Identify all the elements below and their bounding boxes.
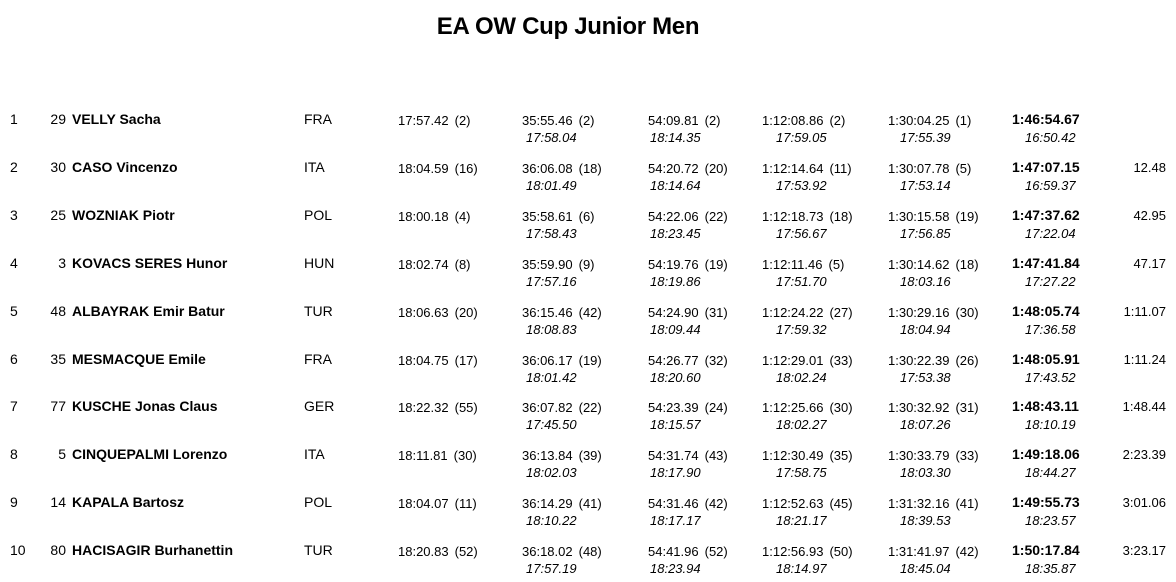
split-position: (2) <box>454 113 471 128</box>
split-position: (16) <box>454 160 478 176</box>
lap-time: 18:19.86 <box>650 273 701 289</box>
athlete-name: WOZNIAK Piotr <box>72 206 175 223</box>
rank-cell: 1 <box>10 111 18 127</box>
split-position: (22) <box>704 208 728 224</box>
athlete-name: CASO Vincenzo <box>72 158 178 175</box>
split-time-4 <box>762 209 853 224</box>
split-position: (1) <box>955 113 972 128</box>
split-position: (22) <box>578 400 602 416</box>
split-time-2 <box>522 161 602 176</box>
time-behind: 42.95 <box>1133 207 1166 223</box>
finish-time: 1:47:41.84 <box>1012 254 1080 271</box>
lap-time: 18:02.03 <box>526 465 577 481</box>
athlete-name: KAPALA Bartosz <box>72 494 185 511</box>
lap-time: 18:15.57 <box>650 417 701 433</box>
split-time-value: 18:04.75 <box>398 352 449 368</box>
split-time-value: 54:22.06 <box>648 208 699 224</box>
rank-cell: 2 <box>10 158 18 175</box>
split-position: (18) <box>829 208 853 224</box>
lap-time: 18:39.53 <box>900 513 951 529</box>
nation-cell: ITA <box>304 446 325 463</box>
split-time-value: 1:31:41.97 <box>888 544 950 560</box>
bib-cell: 80 <box>50 542 66 559</box>
athlete-name: CINQUEPALMI Lorenzo <box>72 446 228 463</box>
lap-time: 17:51.70 <box>776 273 827 289</box>
split-time-5 <box>888 496 979 511</box>
split-time-1 <box>398 161 478 176</box>
split-position: (6) <box>578 208 595 224</box>
lap-time: 18:23.45 <box>650 225 701 241</box>
lap-time: 17:53.92 <box>776 177 827 193</box>
lap-time: 18:21.17 <box>776 513 827 529</box>
split-time-value: 1:12:11.46 <box>762 256 823 272</box>
split-position: (9) <box>578 256 595 272</box>
split-time-4 <box>762 113 845 128</box>
final-lap-time: 17:43.52 <box>1025 369 1076 385</box>
final-lap-time: 16:50.42 <box>1025 130 1076 145</box>
lap-time: 18:07.26 <box>900 417 951 433</box>
split-position: (45) <box>829 496 853 512</box>
split-time-value: 1:30:22.39 <box>888 352 950 368</box>
finish-time: 1:46:54.67 <box>1012 111 1080 127</box>
split-time-5 <box>888 257 979 272</box>
rank-cell: 4 <box>10 254 18 271</box>
final-lap-time: 16:59.37 <box>1025 177 1076 193</box>
split-position: (33) <box>955 448 979 464</box>
nation-cell: FRA <box>304 350 332 367</box>
split-time-value: 1:30:33.79 <box>888 448 950 464</box>
finish-time: 1:49:18.06 <box>1012 446 1080 463</box>
finish-time: 1:48:43.11 <box>1012 398 1079 415</box>
final-lap-time: 17:27.22 <box>1025 273 1076 289</box>
lap-time: 17:56.67 <box>776 225 827 241</box>
split-time-2 <box>522 448 602 463</box>
split-time-value: 18:11.81 <box>398 448 448 464</box>
table-row <box>0 446 1176 486</box>
split-position: (42) <box>704 496 728 512</box>
split-time-value: 1:12:25.66 <box>762 400 824 416</box>
split-position: (2) <box>704 113 721 128</box>
split-time-4 <box>762 257 844 272</box>
split-time-value: 54:31.74 <box>648 448 699 464</box>
split-position: (5) <box>828 256 845 272</box>
split-time-value: 1:30:04.25 <box>888 113 950 128</box>
split-position: (30) <box>955 304 979 320</box>
lap-time: 18:09.44 <box>650 321 701 337</box>
split-position: (26) <box>955 352 979 368</box>
time-behind: 1:11.24 <box>1123 351 1166 367</box>
final-lap-time: 18:23.57 <box>1025 513 1076 529</box>
nation-cell: GER <box>304 398 335 415</box>
finish-time: 1:48:05.74 <box>1012 302 1080 319</box>
lap-time: 17:56.85 <box>900 225 951 241</box>
split-time-1 <box>398 496 477 511</box>
split-time-5 <box>888 400 979 415</box>
lap-time: 17:59.32 <box>776 321 827 337</box>
split-time-value: 54:24.90 <box>648 304 699 320</box>
split-time-value: 18:20.83 <box>398 544 449 560</box>
page-title: EA OW Cup Junior Men <box>436 13 700 40</box>
time-behind: 47.17 <box>1133 255 1166 271</box>
finish-time: 1:47:07.15 <box>1012 158 1080 175</box>
split-time-5 <box>888 209 979 224</box>
bib-cell: 48 <box>50 302 66 319</box>
split-time-1 <box>398 544 478 559</box>
split-time-3 <box>648 209 728 224</box>
split-position: (41) <box>578 496 602 512</box>
time-behind: 1:48.44 <box>1122 399 1166 415</box>
split-position: (41) <box>955 496 979 512</box>
lap-time: 17:58.04 <box>526 130 577 145</box>
split-position: (35) <box>829 448 853 464</box>
bib-cell: 25 <box>50 206 66 223</box>
split-time-value: 54:19.76 <box>648 256 699 272</box>
lap-time: 18:14.64 <box>650 177 701 193</box>
split-position: (30) <box>453 448 477 464</box>
lap-time: 18:14.97 <box>776 561 827 577</box>
time-behind: 1:11.07 <box>1123 303 1166 319</box>
split-time-5 <box>888 544 979 559</box>
split-time-5 <box>888 161 971 176</box>
lap-time: 18:03.30 <box>900 465 951 481</box>
rank-cell: 7 <box>10 398 18 415</box>
split-time-value: 1:30:15.58 <box>888 208 950 224</box>
split-time-value: 1:12:56.93 <box>762 544 824 560</box>
split-time-value: 54:09.81 <box>648 113 699 128</box>
finish-time: 1:50:17.84 <box>1012 542 1080 559</box>
split-time-4 <box>762 448 853 463</box>
split-position: (32) <box>704 352 728 368</box>
nation-cell: FRA <box>304 111 332 127</box>
split-time-2 <box>522 209 595 224</box>
split-position: (20) <box>454 304 478 320</box>
split-time-1 <box>398 353 478 368</box>
split-time-value: 35:58.61 <box>522 208 573 224</box>
split-time-value: 36:14.29 <box>522 496 573 512</box>
athlete-name: MESMACQUE Emile <box>72 350 206 367</box>
split-position: (52) <box>704 544 728 560</box>
split-time-value: 36:06.17 <box>522 352 573 368</box>
split-time-value: 36:15.46 <box>522 304 573 320</box>
rank-cell: 3 <box>10 206 18 223</box>
split-position: (43) <box>704 448 728 464</box>
table-row <box>0 542 1176 582</box>
rank-cell: 9 <box>10 494 18 511</box>
split-time-1 <box>398 257 471 272</box>
split-position: (17) <box>454 352 478 368</box>
split-time-value: 18:04.59 <box>398 160 449 176</box>
split-time-3 <box>648 496 728 511</box>
split-position: (24) <box>704 400 728 416</box>
lap-time: 18:02.27 <box>776 417 827 433</box>
lap-time: 18:17.90 <box>650 465 701 481</box>
split-time-2 <box>522 257 595 272</box>
split-time-2 <box>522 353 602 368</box>
athlete-name: KUSCHE Jonas Claus <box>72 398 218 415</box>
split-position: (39) <box>578 448 602 464</box>
split-time-value: 1:12:52.63 <box>762 496 824 512</box>
nation-cell: ITA <box>304 158 325 175</box>
bib-cell: 3 <box>58 254 66 271</box>
lap-time: 17:57.19 <box>526 561 577 577</box>
split-time-value: 1:30:07.78 <box>888 160 950 176</box>
split-time-3 <box>648 544 728 559</box>
split-time-3 <box>648 448 728 463</box>
split-position: (8) <box>454 256 471 272</box>
nation-cell: TUR <box>304 302 333 319</box>
split-position: (27) <box>829 304 853 320</box>
split-position: (5) <box>955 160 972 176</box>
split-time-value: 54:26.77 <box>648 352 699 368</box>
split-position: (18) <box>578 160 602 176</box>
athlete-name: ALBAYRAK Emir Batur <box>72 302 225 319</box>
split-position: (18) <box>955 256 979 272</box>
split-time-value: 1:12:24.22 <box>762 304 824 320</box>
lap-time: 18:45.04 <box>900 561 951 577</box>
split-time-value: 18:02.74 <box>398 256 449 272</box>
lap-time: 18:23.94 <box>650 561 701 577</box>
split-time-value: 54:20.72 <box>648 160 699 176</box>
finish-time: 1:48:05.91 <box>1012 350 1080 367</box>
nation-cell: TUR <box>304 542 333 559</box>
split-time-value: 18:00.18 <box>398 208 449 224</box>
time-behind: 3:23.17 <box>1122 543 1166 559</box>
split-time-value: 54:31.46 <box>648 496 699 512</box>
split-time-value: 1:31:32.16 <box>888 496 950 512</box>
split-position: (19) <box>578 352 602 368</box>
lap-time: 18:01.49 <box>526 177 577 193</box>
split-position: (42) <box>578 304 602 320</box>
lap-time: 18:04.94 <box>900 321 951 337</box>
lap-time: 18:03.16 <box>900 273 951 289</box>
lap-time: 17:57.16 <box>526 273 577 289</box>
split-time-1 <box>398 113 471 128</box>
lap-time: 18:08.83 <box>526 321 577 337</box>
lap-time: 18:14.35 <box>650 130 701 145</box>
table-row <box>0 207 1176 247</box>
athlete-name: VELLY Sacha <box>72 111 161 127</box>
finish-time: 1:47:37.62 <box>1012 206 1080 223</box>
lap-time: 17:53.38 <box>900 369 951 385</box>
athlete-name: HACISAGIR Burhanettin <box>72 542 233 559</box>
split-time-4 <box>762 161 852 176</box>
final-lap-time: 18:44.27 <box>1025 465 1076 481</box>
split-time-value: 18:06.63 <box>398 304 449 320</box>
lap-time: 18:17.17 <box>650 513 701 529</box>
bib-cell: 14 <box>50 494 66 511</box>
split-time-3 <box>648 161 728 176</box>
rank-cell: 8 <box>10 446 18 463</box>
lap-time: 18:10.22 <box>526 513 577 529</box>
lap-time: 17:45.50 <box>526 417 577 433</box>
split-position: (20) <box>704 160 728 176</box>
rank-cell: 5 <box>10 302 18 319</box>
split-time-2 <box>522 113 595 128</box>
bib-cell: 5 <box>58 446 66 463</box>
finish-time: 1:49:55.73 <box>1012 494 1080 511</box>
split-time-value: 1:12:30.49 <box>762 448 824 464</box>
split-time-4 <box>762 400 853 415</box>
split-position: (30) <box>829 400 853 416</box>
bib-cell: 77 <box>50 398 66 415</box>
lap-time: 18:20.60 <box>650 369 701 385</box>
split-position: (48) <box>578 544 602 560</box>
split-time-value: 36:13.84 <box>522 448 573 464</box>
split-time-3 <box>648 400 728 415</box>
time-behind: 12.48 <box>1133 159 1166 175</box>
split-time-1 <box>398 400 478 415</box>
split-position: (19) <box>704 256 728 272</box>
split-time-value: 1:12:29.01 <box>762 352 824 368</box>
bib-cell: 29 <box>50 111 66 127</box>
lap-time: 17:59.05 <box>776 130 827 145</box>
table-row <box>0 255 1176 295</box>
rank-cell: 10 <box>10 542 26 559</box>
split-position: (42) <box>955 544 979 560</box>
athlete-name: KOVACS SERES Hunor <box>72 254 228 271</box>
table-row <box>0 494 1176 534</box>
table-row <box>0 351 1176 391</box>
split-time-5 <box>888 305 979 320</box>
split-position: (4) <box>454 208 471 224</box>
split-position: (55) <box>454 400 478 416</box>
split-time-value: 36:06.08 <box>522 160 573 176</box>
time-behind: 3:01.06 <box>1122 495 1166 511</box>
table-row <box>0 303 1176 343</box>
split-time-value: 54:23.39 <box>648 400 699 416</box>
split-position: (11) <box>829 160 852 176</box>
split-time-5 <box>888 113 971 128</box>
table-row <box>0 159 1176 199</box>
time-behind: 2:23.39 <box>1122 447 1166 463</box>
split-time-value: 35:59.90 <box>522 256 573 272</box>
lap-time: 17:55.39 <box>900 130 951 145</box>
split-time-1 <box>398 448 477 463</box>
split-time-4 <box>762 353 853 368</box>
split-time-value: 1:30:14.62 <box>888 256 950 272</box>
split-time-value: 18:04.07 <box>398 496 449 512</box>
lap-time: 17:53.14 <box>900 177 951 193</box>
table-row <box>0 398 1176 438</box>
split-position: (31) <box>955 400 979 416</box>
lap-time: 17:58.43 <box>526 225 577 241</box>
split-time-3 <box>648 257 728 272</box>
split-time-4 <box>762 305 853 320</box>
final-lap-time: 18:35.87 <box>1025 561 1076 577</box>
split-time-3 <box>648 113 721 128</box>
split-position: (11) <box>454 496 477 512</box>
split-time-value: 36:18.02 <box>522 544 573 560</box>
split-position: (33) <box>829 352 853 368</box>
split-position: (31) <box>704 304 728 320</box>
bib-cell: 30 <box>50 158 66 175</box>
rank-cell: 6 <box>10 350 18 367</box>
split-time-3 <box>648 353 728 368</box>
table-row <box>0 111 1176 151</box>
split-time-value: 1:12:14.64 <box>762 160 824 176</box>
split-time-2 <box>522 400 602 415</box>
split-position: (2) <box>578 113 595 128</box>
split-time-1 <box>398 305 478 320</box>
split-time-3 <box>648 305 728 320</box>
split-time-4 <box>762 544 853 559</box>
split-time-5 <box>888 448 979 463</box>
split-time-value: 1:30:32.92 <box>888 400 950 416</box>
split-position: (50) <box>829 544 853 560</box>
bib-cell: 35 <box>50 350 66 367</box>
split-position: (19) <box>955 208 979 224</box>
lap-time: 18:02.24 <box>776 369 827 385</box>
split-position: (52) <box>454 544 478 560</box>
split-time-2 <box>522 544 602 559</box>
final-lap-time: 18:10.19 <box>1025 417 1076 433</box>
split-time-value: 18:22.32 <box>398 400 449 416</box>
split-time-value: 35:55.46 <box>522 113 573 128</box>
split-time-2 <box>522 496 602 511</box>
split-time-value: 1:12:18.73 <box>762 208 824 224</box>
split-time-4 <box>762 496 853 511</box>
nation-cell: POL <box>304 206 333 223</box>
nation-cell: POL <box>304 494 333 511</box>
split-position: (2) <box>829 113 846 128</box>
split-time-1 <box>398 209 471 224</box>
split-time-value: 54:41.96 <box>648 544 699 560</box>
split-time-value: 17:57.42 <box>398 113 449 128</box>
split-time-value: 1:12:08.86 <box>762 113 824 128</box>
split-time-value: 36:07.82 <box>522 400 573 416</box>
split-time-5 <box>888 353 979 368</box>
final-lap-time: 17:22.04 <box>1025 225 1076 241</box>
split-time-2 <box>522 305 602 320</box>
final-lap-time: 17:36.58 <box>1025 321 1076 337</box>
split-time-value: 1:30:29.16 <box>888 304 950 320</box>
lap-time: 18:01.42 <box>526 369 577 385</box>
lap-time: 17:58.75 <box>776 465 827 481</box>
nation-cell: HUN <box>304 254 335 271</box>
